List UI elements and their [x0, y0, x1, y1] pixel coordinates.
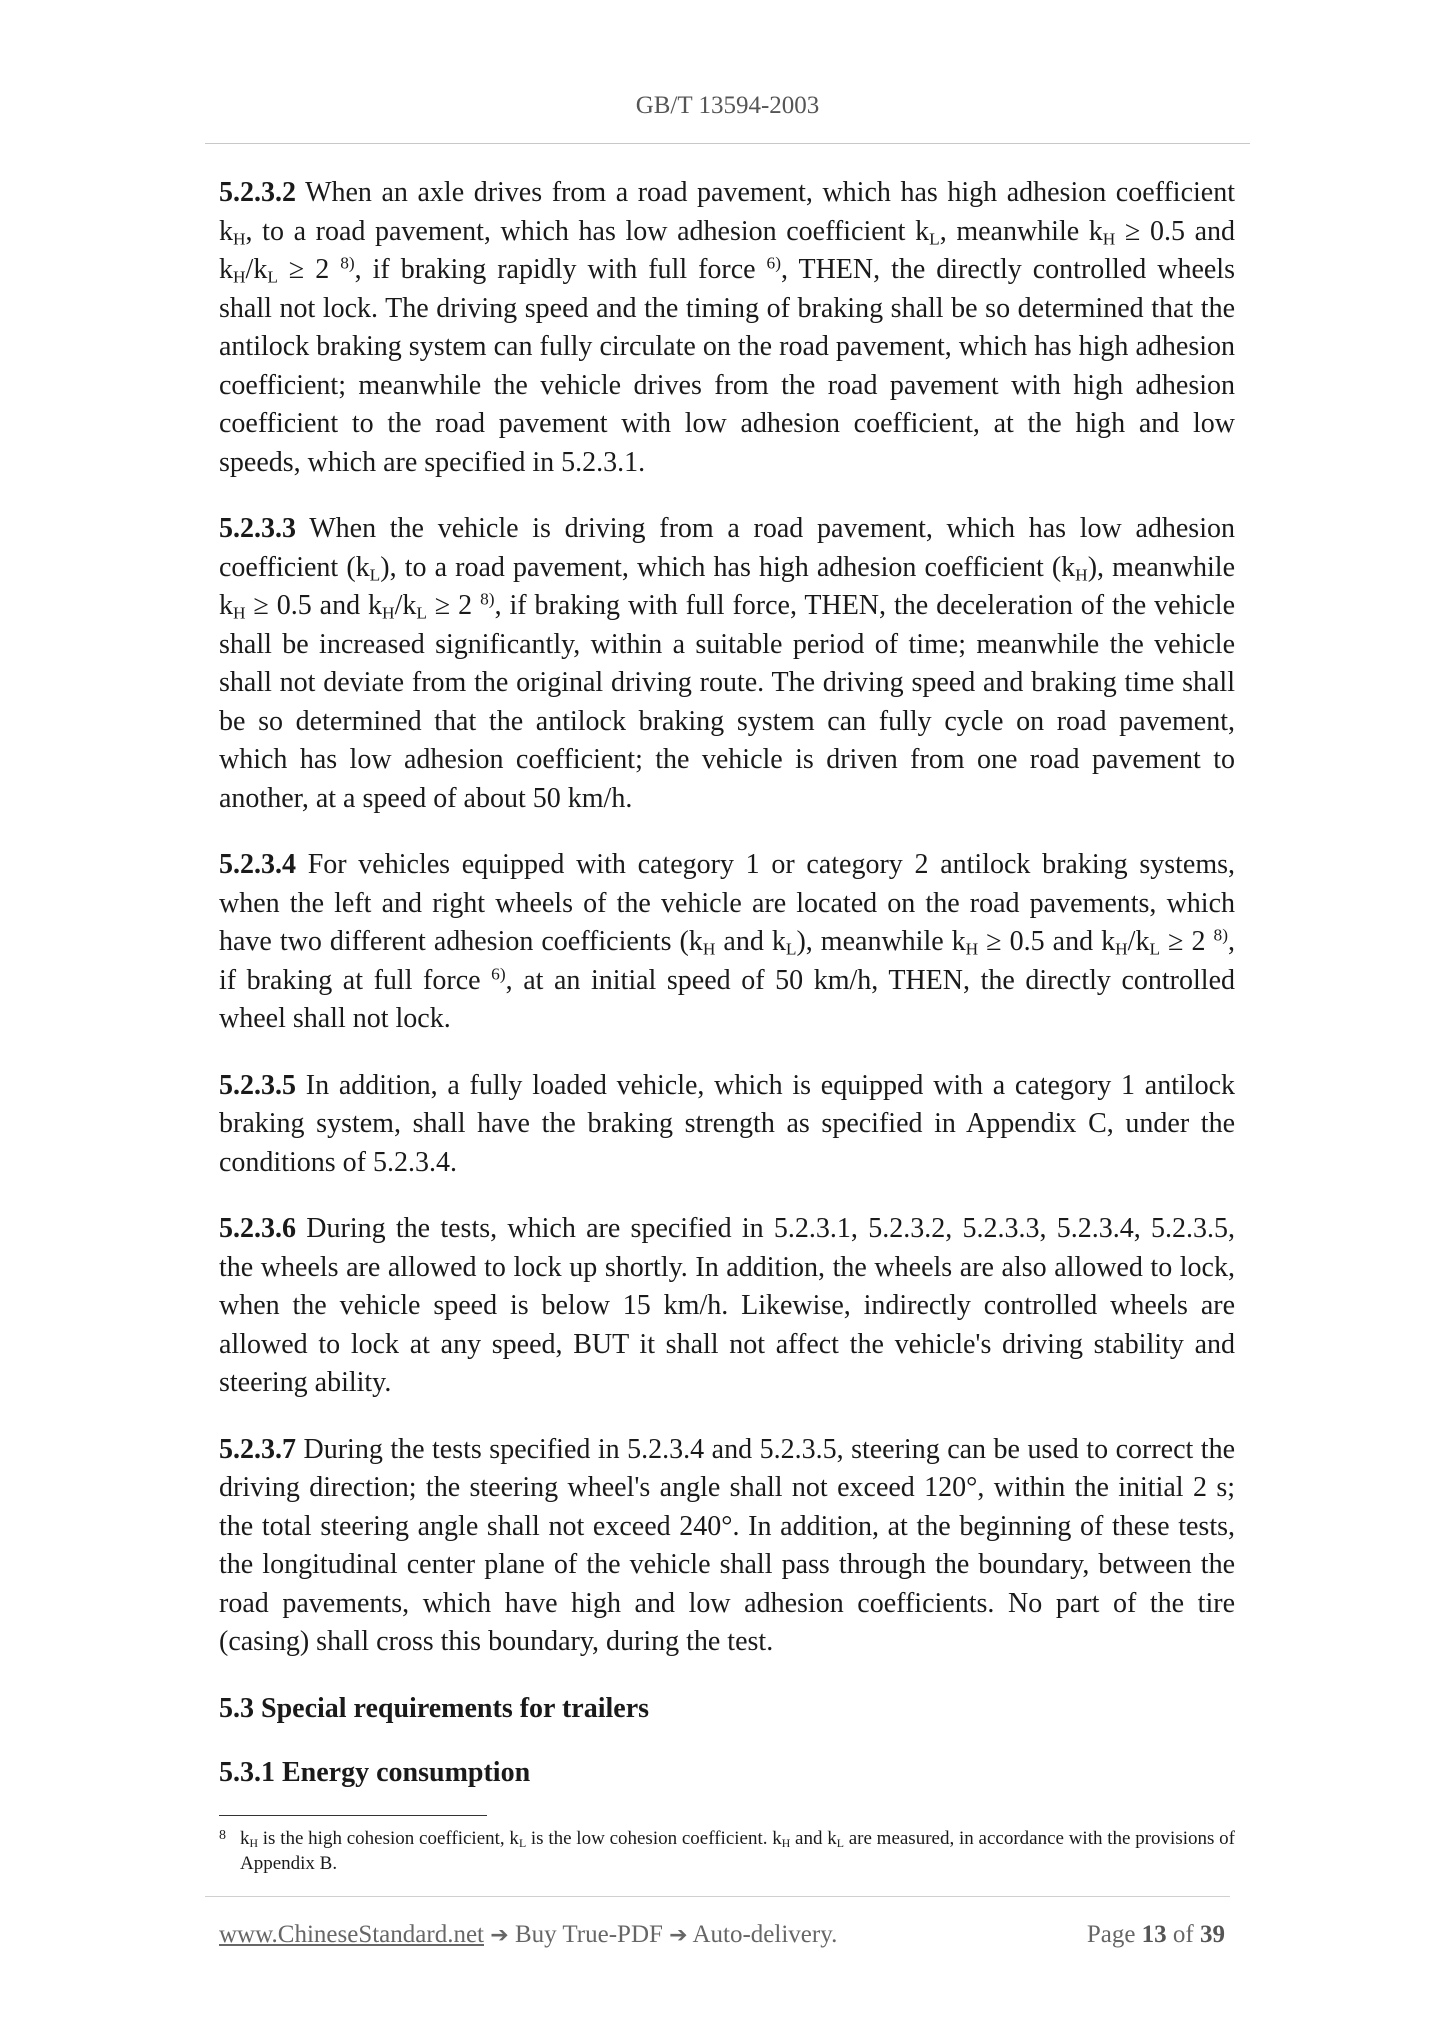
buy-pdf-text: Buy True-PDF — [514, 1921, 663, 1948]
website-link[interactable]: www.ChineseStandard.net — [219, 1921, 484, 1948]
clause-number: 5.2.3.6 — [219, 1213, 296, 1244]
page-header: GB/T 13594-2003 — [635, 92, 820, 119]
clause-number: 5.2.3.7 — [219, 1433, 296, 1465]
clause-number: 5.2.3.2 — [219, 177, 296, 208]
footer-links — [219, 1921, 837, 1949]
header-divider — [205, 143, 1250, 144]
page-of-label: of — [1172, 1921, 1194, 1948]
clause-5-2-3-3: 5.2.3.3 When the vehicle is driving from a road pavement, which has low adhesion coefficient $(k_L)$, to a road pavement, which has high adhesion coefficient $(k_H)$, meanwhile $k_H \ge 0.5$ and $k_H/k_L \ge 2$ $^{8)}$, if braking with full force, THEN, the deceleration of the vehicle shall be increased significantly, within a suitable period of time; meanwhile the vehicle shall not deviate from the original driving route. The driving speed and braking time shall be so determined that the antilock braking system can fully cycle on road pavement, which has low adhesion coefficient; the vehicle is driven from one road pavement to another, at a speed of about 50 km/h. — [219, 513, 1236, 814]
clause-text: In addition, a fully loaded vehicle, which is equipped with a category 1 antilock braking system, shall have the braking strength as specified in Appendix C, under the conditions of 5.2.3.4. — [219, 1069, 1236, 1178]
footnote-divider — [219, 1815, 487, 1816]
clause-number: 5.2.3.3 — [219, 513, 296, 544]
current-page: 13 — [1141, 1921, 1167, 1948]
total-pages: 39 — [1200, 1921, 1225, 1948]
clause-5-2-3-5 — [219, 1067, 1235, 1183]
clause-5-2-3-6 — [219, 1210, 1235, 1403]
clause-text: During the tests, which are specified in 5.2.3.1, 5.2.3.2, 5.2.3.3, 5.2.3.4, 5.2.3.5, the wheels are allowed to lock up shortly. In addition, the wheels are also allowed to lock, when the vehicle speed is below 15 km/h. Likewise, indirectly controlled wheels are allowed to lock at any speed, BUT it shall not affect the vehicle's driving stability and steering ability. — [219, 1213, 1236, 1398]
clause-number: 5.2.3.4 — [219, 849, 296, 880]
arrow-right-icon: ➔ — [669, 1923, 688, 1948]
heading-5-3: 5.3 Special requirements for trailers — [219, 1692, 650, 1724]
footnote-text: $k_H$ is the high cohesion coefficient, $k_L$ is the low cohesion coefficient. $k_H$ and $k_L$ are measured, in accordance with the provisions of Appendix B. — [240, 1828, 1235, 1874]
clause-text: During the tests specified in 5.2.3.4 and 5.2.3.5, steering can be used to correct the driving direction; the steering wheel's angle shall not exceed 120°, within the initial 2 s; the total steering angle shall not exceed 240°. In addition, at the beginning of these tests, the longitudinal center plane of the vehicle shall pass through the boundary, between the road pavements, which have high and low adhesion coefficients. No part of the tire (casing) shall cross this boundary, during the test. — [219, 1433, 1235, 1657]
clause-5-2-3-4: 5.2.3.4 For vehicles equipped with category 1 or category 2 antilock braking systems, when the left and right wheels of the vehicle are located on the road pavements, which have two different adhesion coefficients ($k_H$ and $k_L$), meanwhile $k_H \ge 0.5$ and $k_H/k_L \ge 2$ $^{8)}$, if braking at full force $^{6)}$, at an initial speed of 50 km/h, THEN, the directly controlled wheel shall not lock. — [219, 849, 1235, 1034]
clause-5-2-3-2: 5.2.3.2 When an axle drives from a road pavement, which has high adhesion coefficient $k_H$, to a road pavement, which has low adhesion coefficient $k_L$, meanwhile $k_H \ge 0.5$ and $k_H/k_L \ge 2$ $^{8)}$, if braking rapidly with full force $^{6)}$, THEN, the directly controlled wheels shall not lock. The driving speed and the timing of braking shall be so determined that the antilock braking system can fully circulate on the road pavement, which has high adhesion coefficient; meanwhile the vehicle drives from the road pavement with high adhesion coefficient to the road pavement with low adhesion coefficient, at the high and low speeds, which are specified in 5.2.3.1. — [219, 177, 1235, 478]
arrow-right-icon: ➔ — [490, 1923, 509, 1948]
document-body — [219, 174, 1235, 1818]
auto-delivery-text: Auto-delivery. — [692, 1921, 838, 1948]
page-footer — [219, 1921, 1235, 1953]
footnote-mark: 8 — [219, 1828, 226, 1843]
clause-5-2-3-7 — [219, 1431, 1235, 1662]
footer-divider — [205, 1896, 1230, 1897]
page-number — [1087, 1921, 1225, 1949]
heading-5-3-1: 5.3.1 Energy consumption — [219, 1756, 531, 1788]
footnote-8 — [219, 1826, 1235, 1876]
page-label: Page — [1086, 1921, 1136, 1948]
clause-number: 5.2.3.5 — [219, 1069, 296, 1101]
